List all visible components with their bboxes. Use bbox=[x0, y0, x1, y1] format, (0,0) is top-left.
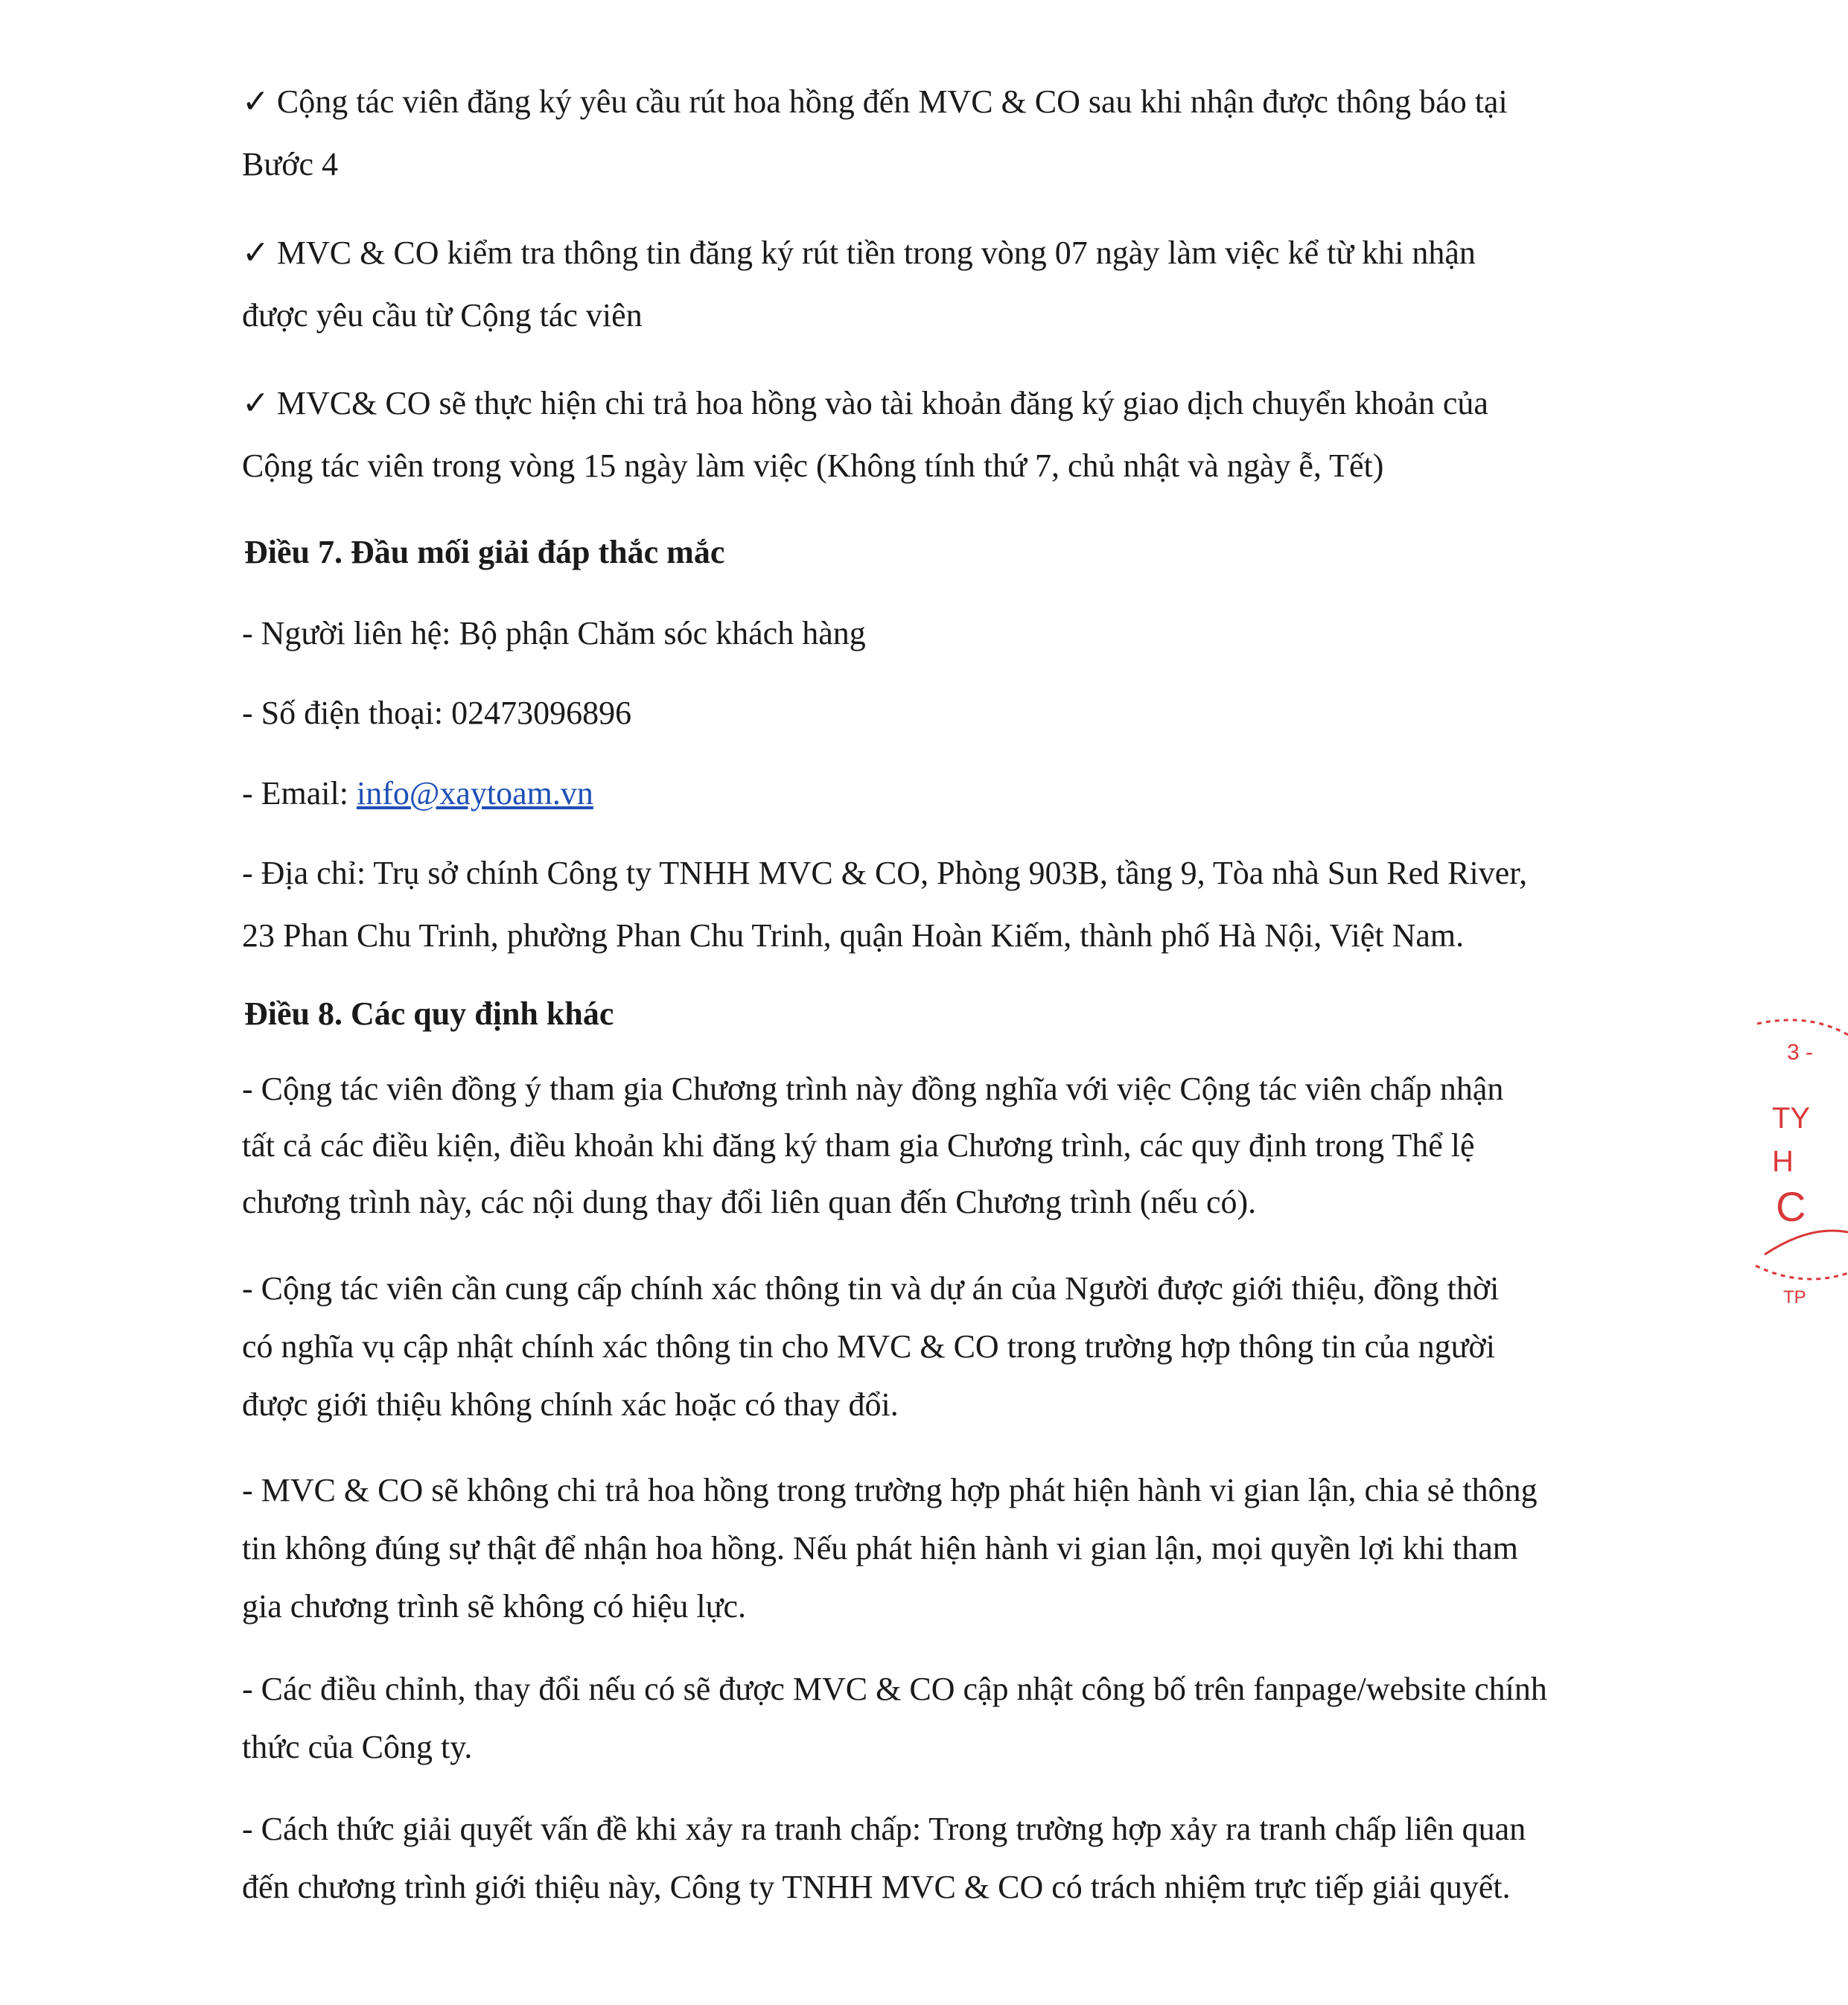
paragraph-line: đến chương trình giới thiệu này, Công ty TNHH MVC & CO có trách nhiệm trực tiếp giải quyết. bbox=[242, 1869, 1511, 1905]
paragraph-line: được giới thiệu không chính xác hoặc có thay đổi. bbox=[242, 1386, 899, 1423]
bullet-line: Cộng tác viên trong vòng 15 ngày làm việc (Không tính thứ 7, chủ nhật và ngày ễ, Tết) bbox=[242, 447, 1384, 484]
stamp-fragment: TY bbox=[1772, 1102, 1811, 1135]
rule-paragraph-2 bbox=[242, 1260, 1627, 1434]
stamp-fragment: TP bbox=[1783, 1287, 1806, 1307]
bullet-line bbox=[242, 222, 1627, 284]
bullet-line bbox=[242, 71, 1627, 133]
rule-paragraph-1 bbox=[242, 1061, 1627, 1231]
bullet-text: MVC& CO sẽ thực hiện chi trả hoa hồng vào tài khoản đăng ký giao dịch chuyển khoản của bbox=[276, 385, 1488, 421]
checkmark-icon: ✓ bbox=[242, 83, 270, 120]
checkmark-icon: ✓ bbox=[242, 235, 270, 271]
paragraph-line: chương trình này, các nội dung thay đổi liên quan đến Chương trình (nếu có). bbox=[242, 1184, 1257, 1220]
bullet-line: Bước 4 bbox=[242, 146, 338, 182]
bullet-withdraw-request bbox=[242, 71, 1627, 196]
section8-heading: Điều 8. Các quy định khác bbox=[244, 995, 614, 1032]
contact-person-text: - Người liên hệ: Bộ phận Chăm sóc khách hàng bbox=[242, 615, 866, 651]
rule-paragraph-3 bbox=[242, 1461, 1627, 1636]
contact-person bbox=[242, 602, 1627, 665]
bullet-line: được yêu cầu từ Cộng tác viên bbox=[242, 297, 643, 334]
stamp-icon bbox=[1742, 1009, 1848, 1322]
stamp-fragment: H bbox=[1772, 1145, 1794, 1178]
address-line: - Địa chỉ: Trụ sở chính Công ty TNHH MVC & CO, Phòng 903B, tầng 9, Tòa nhà Sun Red River, bbox=[242, 855, 1528, 891]
bullet-payment bbox=[242, 372, 1627, 497]
paragraph-line: - MVC & CO sẽ không chi trả hoa hồng trong trường hợp phát hiện hành vi gian lận, chia sẻ thông bbox=[242, 1472, 1538, 1508]
email-line bbox=[242, 762, 1627, 825]
bullet-text: MVC & CO kiểm tra thông tin đăng ký rút tiền trong vòng 07 ngày làm việc kể từ khi nhận bbox=[276, 235, 1476, 271]
company-stamp bbox=[1742, 1009, 1848, 1322]
bullet-text: Cộng tác viên đăng ký yêu cầu rút hoa hồng đến MVC & CO sau khi nhận được thông báo tại bbox=[276, 83, 1508, 120]
rule-paragraph-4 bbox=[242, 1660, 1627, 1776]
paragraph-line: gia chương trình sẽ không có hiệu lực. bbox=[242, 1588, 747, 1625]
paragraph-line: - Các điều chỉnh, thay đổi nếu có sẽ được MVC & CO cập nhật công bố trên fanpage/website chính bbox=[242, 1671, 1547, 1707]
paragraph-line: thức của Công ty. bbox=[242, 1729, 473, 1765]
section7-heading: Điều 7. Đầu mối giải đáp thắc mắc bbox=[244, 534, 725, 570]
contact-phone-text: - Số điện thoại: 02473096896 bbox=[242, 695, 632, 731]
contact-email bbox=[242, 762, 1627, 825]
paragraph-line: - Cách thức giải quyết vấn đề khi xảy ra tranh chấp: Trong trường hợp xảy ra tranh chấp liên quan bbox=[242, 1811, 1526, 1847]
bullet-verify-info bbox=[242, 222, 1627, 347]
rule-paragraph-5 bbox=[242, 1800, 1627, 1916]
stamp-fragment: C bbox=[1776, 1183, 1806, 1230]
stamp-fragment: 3 - bbox=[1787, 1040, 1814, 1065]
paragraph-line: tin không đúng sự thật để nhận hoa hồng. Nếu phát hiện hành vi gian lận, mọi quyền lợi khi tham bbox=[242, 1530, 1518, 1566]
email-link[interactable]: info@xaytoam.vn bbox=[356, 775, 593, 812]
paragraph-line: có nghĩa vụ cập nhật chính xác thông tin cho MVC & CO trong trường hợp thông tin của người bbox=[242, 1328, 1495, 1365]
paragraph-line: - Cộng tác viên đồng ý tham gia Chương trình này đồng nghĩa với việc Cộng tác viên chấp nhận bbox=[242, 1071, 1504, 1107]
contact-address bbox=[242, 842, 1627, 967]
email-label: - Email: bbox=[242, 775, 357, 812]
bullet-line bbox=[242, 372, 1627, 435]
paragraph-line: tất cả các điều kiện, điều khoản khi đăng ký tham gia Chương trình, các quy định trong Thể lệ bbox=[242, 1127, 1475, 1164]
contact-phone bbox=[242, 682, 1627, 745]
checkmark-icon: ✓ bbox=[242, 385, 270, 421]
paragraph-line: - Cộng tác viên cần cung cấp chính xác thông tin và dự án của Người được giới thiệu, đồng thời bbox=[242, 1270, 1500, 1307]
address-line: 23 Phan Chu Trinh, phường Phan Chu Trinh, quận Hoàn Kiếm, thành phố Hà Nội, Việt Nam. bbox=[242, 917, 1465, 954]
